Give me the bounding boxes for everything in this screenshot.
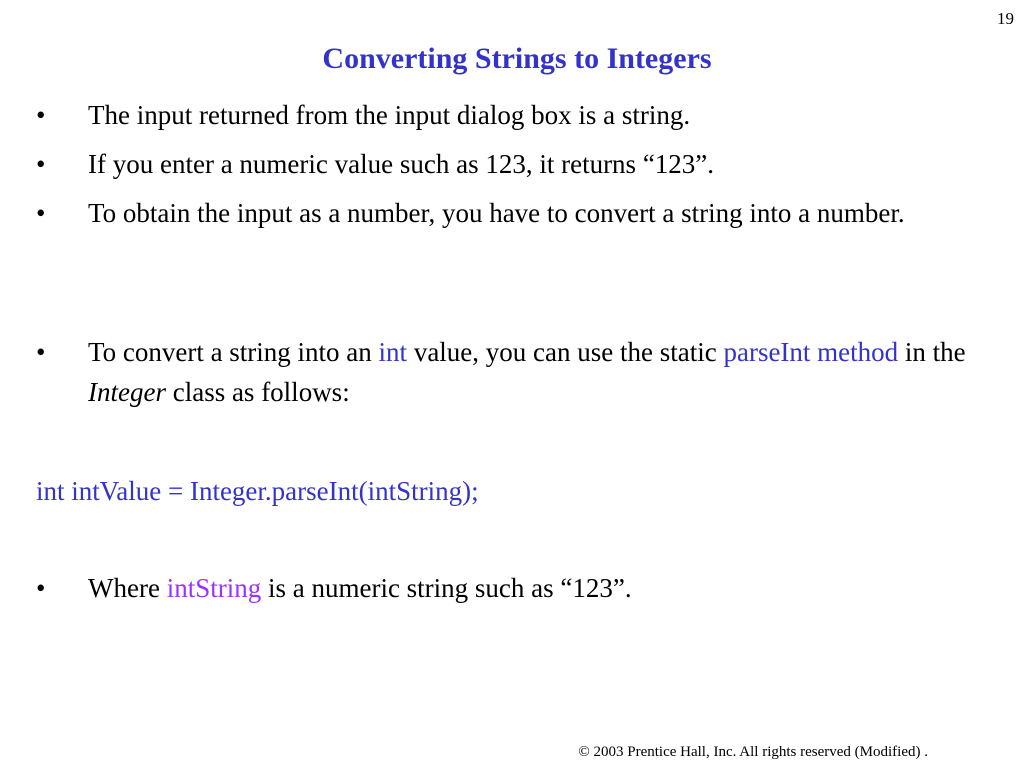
bullet-text-plain: To convert a string into an	[88, 337, 379, 367]
copyright-icon: ©	[578, 744, 590, 760]
bullet-marker: •	[36, 573, 46, 603]
bullet-text: If you enter a numeric value such as 123, it returns “123”.	[88, 149, 715, 179]
bullet-marker: •	[36, 337, 46, 367]
copyright-footer	[578, 744, 928, 761]
keyword-integer-class: Integer	[88, 377, 166, 407]
code-example: int intValue = Integer.parseInt(intString);	[36, 476, 479, 506]
bullet-text-plain: is a numeric string such as “123”.	[261, 573, 632, 603]
bullet-text-plain: in the	[898, 337, 966, 367]
bullet-text-plain: Where	[88, 573, 167, 603]
slide-title: Converting Strings to Integers	[322, 42, 712, 75]
page-number: 19	[997, 9, 1014, 28]
bullet-text	[88, 568, 998, 608]
bullet-marker: •	[36, 149, 46, 179]
copyright-text: 2003 Prentice Hall, Inc. All rights reserved (Modified) .	[589, 744, 928, 760]
keyword-parseint-method: parseInt method	[723, 337, 899, 367]
bullet-text	[88, 332, 998, 412]
bullet-text-plain: class as follows:	[165, 377, 350, 407]
identifier-intstring: intString	[166, 573, 262, 603]
bullet-text: To obtain the input as a number, you have to convert a string into a number.	[88, 198, 905, 228]
bullet-marker: •	[36, 100, 46, 130]
bullet-text-plain: value, you can use the static	[407, 337, 724, 367]
bullet-text: The input returned from the input dialog box is a string.	[88, 100, 691, 130]
keyword-int: int	[378, 337, 408, 367]
bullet-marker: •	[36, 198, 46, 228]
